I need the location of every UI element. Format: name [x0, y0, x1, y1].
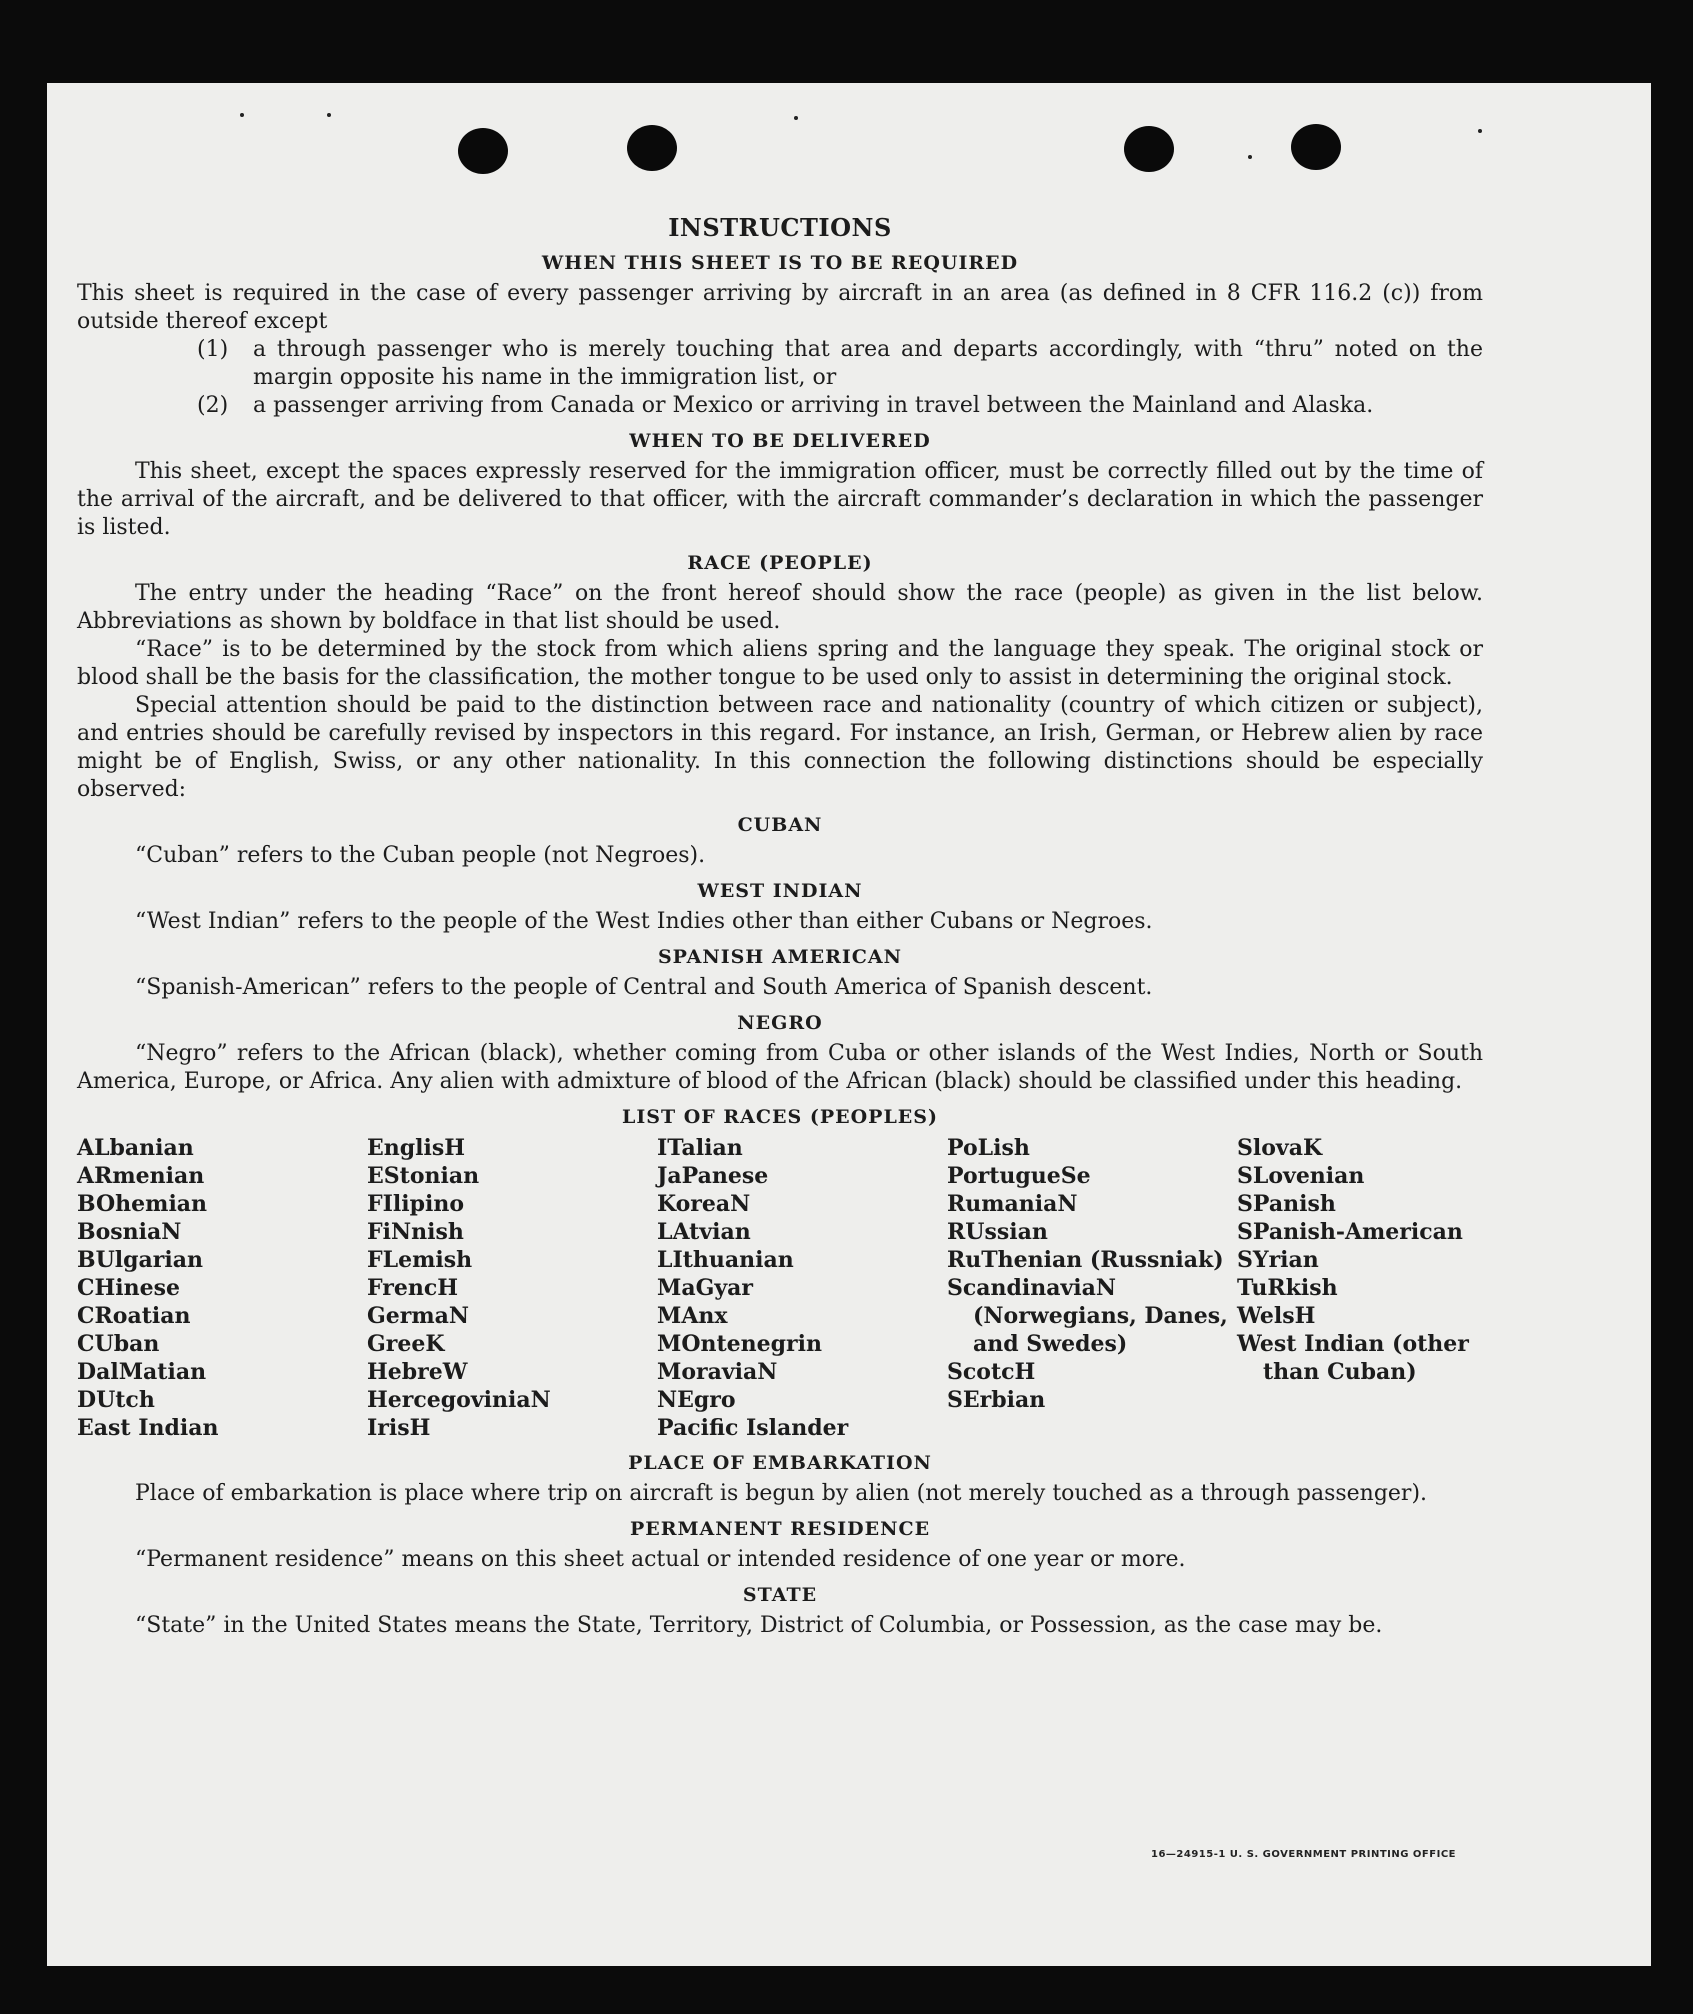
race-item: IrisH	[367, 1415, 431, 1441]
race-item: EnglisH	[367, 1135, 466, 1161]
heading-race: RACE (PEOPLE)	[687, 552, 873, 574]
page-title: INSTRUCTIONS	[668, 213, 892, 242]
race-item: FiNnish	[367, 1219, 464, 1245]
races-column	[367, 1134, 657, 1442]
when-required-intro: This sheet is required in the case of every passenger arriving by aircraft in an area (as defined in 8 CFR 116.2 (c)) from outside thereof except	[77, 281, 1483, 334]
heading-embarkation: PLACE OF EMBARKATION	[628, 1452, 932, 1474]
speck	[794, 116, 798, 120]
race-item: ALbanian	[77, 1135, 194, 1161]
race-paragraph-3: Special attention should be paid to the distinction between race and nationality (country of which citizen or subject), and entries should be carefully revised by inspectors in this regard. For instance, an Irish, German, or Hebrew alien by race might be of English, Swiss, or any other nationality. In this connection the following distinctions should be especially observed:	[77, 693, 1483, 802]
race-item: DalMatian	[77, 1359, 207, 1385]
punch-hole	[1124, 126, 1174, 172]
punch-hole	[627, 125, 677, 171]
heading-state: STATE	[742, 1584, 818, 1606]
punch-hole	[1291, 124, 1341, 170]
heading-residence: PERMANENT RESIDENCE	[629, 1518, 931, 1540]
race-item: TuRkish	[1237, 1275, 1338, 1301]
exception-text: a passenger arriving from Canada or Mexico or arriving in travel between the Mainland and Alaska.	[253, 393, 1374, 418]
race-item: NEgro	[657, 1387, 736, 1413]
race-item: ITalian	[657, 1135, 743, 1161]
race-item: SlovaK	[1237, 1135, 1323, 1161]
race-item: MAnx	[657, 1303, 728, 1329]
race-paragraph-2: “Race” is to be determined by the stock from which aliens spring and the language they speak. The original stock or blood shall be the basis for the classification, the mother tongue to be used only to assist in determining the original stock.	[77, 637, 1483, 690]
exception-item	[197, 392, 1483, 420]
negro-text: “Negro” refers to the African (black), whether coming from Cuba or other islands of the West Indies, North or South America, Europe, or Africa. Any alien with admixture of blood of the African (black) should be classified under this heading.	[77, 1041, 1483, 1094]
speck	[240, 113, 244, 117]
race-item: SYrian	[1237, 1247, 1319, 1273]
exception-number: (2)	[197, 393, 229, 418]
state-text: “State” in the United States means the State, Territory, District of Columbia, or Possession, as the case may be.	[135, 1613, 1383, 1638]
race-item: RuThenian (Russniak)	[947, 1247, 1224, 1273]
race-item: BUlgarian	[77, 1247, 203, 1273]
cuban-text: “Cuban” refers to the Cuban people (not Negroes).	[135, 843, 706, 868]
heading-west-indian: WEST INDIAN	[697, 880, 863, 902]
race-item: RUssian	[947, 1219, 1048, 1245]
race-item: JaPanese	[657, 1163, 769, 1189]
races-list	[77, 1134, 1483, 1442]
race-item: EStonian	[367, 1163, 480, 1189]
speck	[1248, 155, 1252, 159]
race-item: ScotcH	[947, 1359, 1036, 1385]
race-item: FrencH	[367, 1275, 458, 1301]
race-item: SLovenian	[1237, 1163, 1365, 1189]
race-item: FIlipino	[367, 1191, 465, 1217]
race-item: MaGyar	[657, 1275, 754, 1301]
punch-hole	[458, 128, 508, 174]
race-item: HebreW	[367, 1359, 468, 1385]
race-item: DUtch	[77, 1387, 155, 1413]
race-item: GreeK	[367, 1331, 445, 1357]
races-column	[1237, 1134, 1487, 1442]
race-item: CHinese	[77, 1275, 181, 1301]
race-item: BOhemian	[77, 1191, 208, 1217]
exception-number: (1)	[197, 337, 229, 362]
race-item: CUban	[77, 1331, 160, 1357]
race-item: GermaN	[367, 1303, 470, 1329]
race-item: MOntenegrin	[657, 1331, 822, 1357]
races-column	[947, 1134, 1237, 1442]
race-item: BosniaN	[77, 1219, 182, 1245]
heading-races-list: LIST OF RACES (PEOPLES)	[622, 1106, 938, 1128]
race-item: Pacific Islander	[657, 1415, 849, 1441]
race-paragraph-1: The entry under the heading “Race” on the front hereof should show the race (people) as given in the list below. Abbreviations as shown by boldface in that list should be used.	[77, 581, 1483, 634]
exception-text: a through passenger who is merely touching that area and departs accordingly, with “thru” noted on the margin opposite his name in the immigration list, or	[253, 337, 1483, 390]
race-item: KoreaN	[657, 1191, 751, 1217]
race-item: East Indian	[77, 1415, 219, 1441]
heading-when-required: WHEN THIS SHEET IS TO BE REQUIRED	[541, 252, 1019, 274]
race-item: WelsH	[1237, 1303, 1316, 1329]
race-item: LIthuanian	[657, 1247, 794, 1273]
spanish-american-text: “Spanish-American” refers to the people of Central and South America of Spanish descent.	[135, 975, 1153, 1000]
heading-spanish-american: SPANISH AMERICAN	[657, 946, 903, 968]
heading-cuban: CUBAN	[737, 814, 823, 836]
race-item: ARmenian	[77, 1163, 205, 1189]
race-item: FLemish	[367, 1247, 473, 1273]
west-indian-text: “West Indian” refers to the people of the West Indies other than either Cubans or Negroes.	[135, 909, 1153, 934]
speck	[1478, 129, 1482, 133]
race-item: ScandinaviaN (Norwegians, Danes, and Swedes)	[947, 1275, 1228, 1357]
race-item: PoLish	[947, 1135, 1030, 1161]
when-delivered-text: This sheet, except the spaces expressly reserved for the immigration officer, must be correctly filled out by the time of the arrival of the aircraft, and be delivered to that officer, with the aircraft commander’s declaration in which the passenger is listed.	[77, 459, 1483, 540]
residence-text: “Permanent residence” means on this sheet actual or intended residence of one year or more.	[135, 1547, 1186, 1572]
race-item: CRoatian	[77, 1303, 191, 1329]
race-item: West Indian (other than Cuban)	[1237, 1331, 1469, 1385]
heading-when-delivered: WHEN TO BE DELIVERED	[629, 430, 931, 452]
race-item: PortugueSe	[947, 1163, 1091, 1189]
race-item: SPanish	[1237, 1191, 1336, 1217]
race-item: LAtvian	[657, 1219, 751, 1245]
races-column	[77, 1134, 367, 1442]
race-item: SErbian	[947, 1387, 1046, 1413]
race-item: HercegoviniaN	[367, 1387, 551, 1413]
race-item: MoraviaN	[657, 1359, 778, 1385]
race-item: RumaniaN	[947, 1191, 1078, 1217]
exception-item	[197, 336, 1483, 392]
embarkation-text: Place of embarkation is place where trip on aircraft is begun by alien (not merely touched as a through passenger).	[135, 1481, 1428, 1506]
race-item: SPanish-American	[1237, 1219, 1463, 1245]
printing-office-imprint: 16—24915-1 U. S. GOVERNMENT PRINTING OFFICE	[1151, 1849, 1456, 1860]
instruction-sheet	[47, 83, 1651, 1966]
heading-negro: NEGRO	[737, 1012, 823, 1034]
speck	[327, 113, 331, 117]
races-column	[657, 1134, 947, 1442]
